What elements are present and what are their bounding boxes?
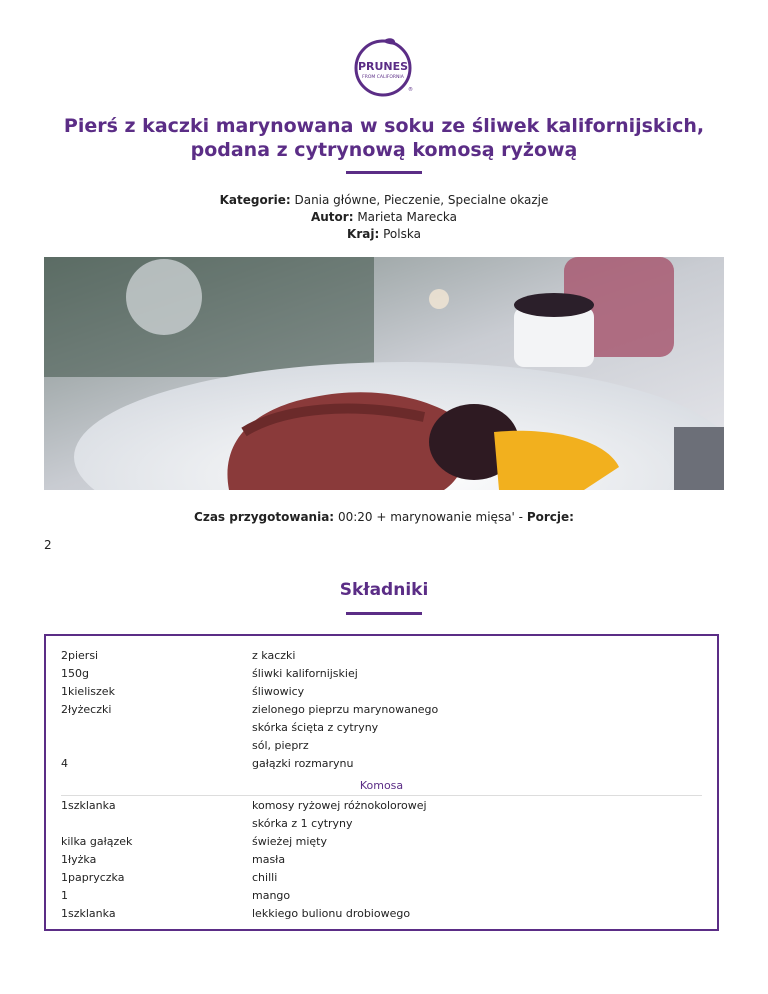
prep-time-value: 00:20 + marynowanie mięsa' xyxy=(337,510,515,524)
ingredient-name: gałązki rozmarynu xyxy=(252,757,354,770)
ingredients-divider xyxy=(346,612,422,615)
svg-text:PRUNES: PRUNES xyxy=(357,60,409,73)
ingredient-qty: 2łyżeczki xyxy=(61,703,112,716)
subsection-heading: Komosa xyxy=(61,777,702,796)
title-divider xyxy=(346,171,422,174)
ingredient-name: świeżej mięty xyxy=(252,835,328,848)
ingredient-row xyxy=(61,701,702,719)
ingredient-name: chilli xyxy=(252,871,278,884)
autor-value: Marieta Marecka xyxy=(357,210,458,224)
ingredient-row xyxy=(61,665,702,683)
ingredient-row xyxy=(61,719,702,737)
svg-text:FROM CALIFORNIA: FROM CALIFORNIA xyxy=(362,75,404,80)
ingredient-row xyxy=(61,833,702,851)
svg-text:®: ® xyxy=(408,87,413,93)
ingredient-qty: 1szklanka xyxy=(61,799,116,812)
ingredients-heading: Składniki xyxy=(339,580,429,600)
prep-time-label: Czas przygotowania: xyxy=(194,510,335,524)
ingredient-name: skórka ścięta z cytryny xyxy=(252,721,379,734)
kraj-value: Polska xyxy=(383,227,421,241)
ingredient-qty: 150g xyxy=(61,667,89,680)
autor-label: Autor: xyxy=(310,210,354,224)
ingredient-qty: 1papryczka xyxy=(61,871,125,884)
ingredient-qty: 1łyżka xyxy=(61,853,97,866)
prep-separator: - xyxy=(518,510,524,524)
ingredient-row xyxy=(61,851,702,869)
ingredient-row xyxy=(61,683,702,701)
ingredient-row xyxy=(61,905,702,923)
servings-label: Porcje: xyxy=(526,510,574,524)
ingredient-qty: 1szklanka xyxy=(61,907,116,920)
ingredient-row xyxy=(61,797,702,815)
ingredient-name: komosy ryżowej różnokolorowej xyxy=(252,799,427,812)
ingredient-row xyxy=(61,869,702,887)
prunes-logo xyxy=(345,36,421,98)
ingredient-name: lekkiego bulionu drobiowego xyxy=(252,907,411,920)
ingredient-name: śliwki kalifornijskiej xyxy=(252,667,358,680)
meta-kraj xyxy=(40,226,728,243)
recipe-meta xyxy=(40,192,728,243)
recipe-title-line-2: podana z cytrynową komosą ryżową xyxy=(190,139,578,161)
kraj-label: Kraj: xyxy=(347,227,380,241)
ingredient-qty: kilka gałązek xyxy=(61,835,133,848)
ingredient-name: zielonego pieprzu marynowanego xyxy=(252,703,439,716)
ingredient-qty: 2piersi xyxy=(61,649,99,662)
servings-value: 2 xyxy=(44,538,52,552)
ingredient-name: masła xyxy=(252,853,286,866)
recipe-title-line-1: Pierś z kaczki marynowana w soku ze śliwek kalifornijskich, xyxy=(63,115,705,137)
dish-photo xyxy=(44,257,724,490)
kategorie-value: Dania główne, Pieczenie, Specialne okazje xyxy=(294,193,549,207)
meta-autor xyxy=(40,209,728,226)
ingredient-name: z kaczki xyxy=(252,649,296,662)
ingredient-name: skórka z 1 cytryny xyxy=(252,817,353,830)
ingredient-qty: 1 xyxy=(61,889,68,902)
ingredient-row xyxy=(61,815,702,833)
ingredient-name: sól, pieprz xyxy=(252,739,309,752)
meta-kategorie xyxy=(40,192,728,209)
ingredient-qty: 4 xyxy=(61,757,68,770)
kategorie-label: Kategorie: xyxy=(219,193,291,207)
ingredient-row xyxy=(61,887,702,905)
ingredient-name: śliwowicy xyxy=(252,685,305,698)
ingredients-box xyxy=(44,634,719,931)
ingredient-qty: 1kieliszek xyxy=(61,685,115,698)
prep-info xyxy=(40,510,728,524)
ingredient-row xyxy=(61,647,702,665)
ingredient-row xyxy=(61,737,702,755)
recipe-title xyxy=(40,114,728,162)
ingredient-row xyxy=(61,755,702,773)
ingredient-name: mango xyxy=(252,889,291,902)
